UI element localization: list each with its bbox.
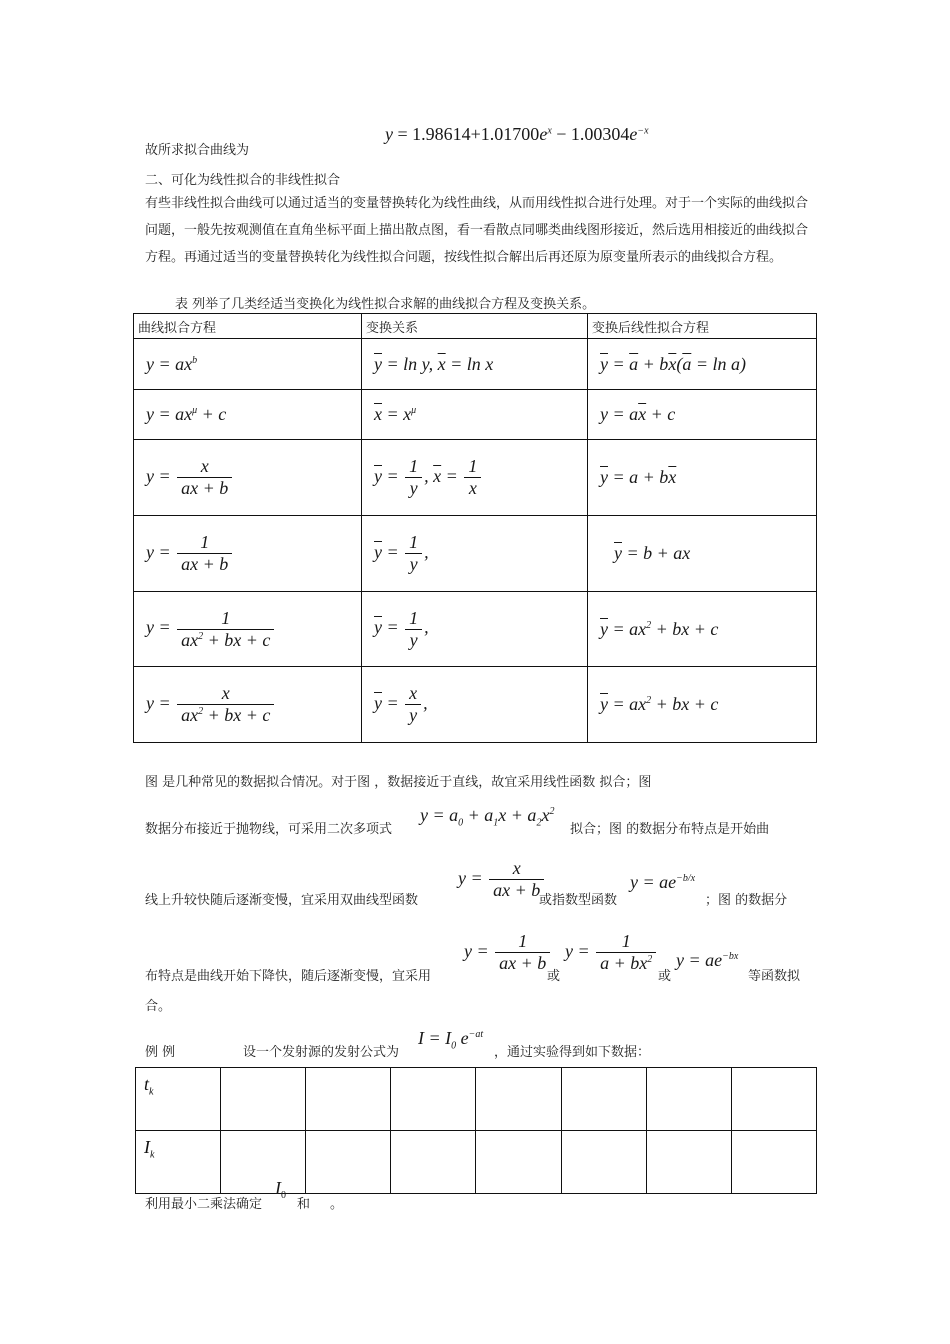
closing-and: 和 bbox=[297, 1197, 311, 1212]
curve-cell: y = $\frac{x}{ax + b}$ bbox=[134, 440, 362, 516]
table-row bbox=[136, 1068, 817, 1131]
transform-cell: $\overline{y}$ = $\frac{x}{y}$ , bbox=[362, 667, 588, 743]
para2-line4a: 布特点是曲线开始下降快，随后逐渐变慢，宜采用 bbox=[145, 969, 432, 984]
para2-line2a: 数据分布接近于抛物线，可采用二次多项式 bbox=[145, 822, 393, 837]
curve-cell: y = $\frac{1}{ax^2 + bx + c}$ bbox=[134, 592, 362, 667]
linear-cell: $\overline{y} = b$ + ax bbox=[588, 516, 817, 592]
t-cell bbox=[221, 1068, 306, 1131]
curve-cell: $y = ax^b$ bbox=[134, 339, 362, 390]
table-caption: 表 列举了几类经适当变换化为线性拟合求解的曲线拟合方程及变换关系。 bbox=[175, 297, 596, 312]
or-1: 或 bbox=[547, 969, 561, 984]
data-table bbox=[135, 1067, 817, 1194]
para2-line1: 图 是几种常见的数据拟合情况。对于图 ，数据接近于直线，故宜采用线性函数 拟合；图 bbox=[145, 775, 652, 790]
i-cell bbox=[561, 1131, 646, 1194]
linear-cell: $\overline{y} = a + b\overline{x}$ bbox=[588, 440, 817, 516]
table-row bbox=[134, 516, 817, 592]
transform-cell: $\overline{x} = x^\mu$ bbox=[362, 390, 588, 440]
t-label: $t_k$ bbox=[136, 1068, 221, 1131]
para2-line3a: 线上升较快随后逐渐变慢，宜采用双曲线型函数 bbox=[145, 893, 419, 908]
fitted-curve-equation: $y = 1.98614+1.01700e^x - 1.00304e^{-x}$ bbox=[385, 124, 649, 144]
closing-variable: $I_0$ bbox=[275, 1178, 286, 1202]
transform-cell: $\overline{y}$ = $\frac{1}{y}$ , $\overline{x}$ = $\frac{1}{x}$ bbox=[362, 440, 588, 516]
para2-line3b: 或指数型函数 bbox=[539, 893, 618, 908]
curve-cell: y = $\frac{1}{ax + b}$ bbox=[134, 516, 362, 592]
t-cell bbox=[476, 1068, 561, 1131]
exponential-function: $y = ae^{-b/x}$ bbox=[630, 872, 696, 892]
i-cell bbox=[306, 1131, 391, 1194]
decay-function-2: y = $\frac{1}{a + bx^2}$ bbox=[565, 931, 658, 974]
table-row bbox=[136, 1131, 817, 1194]
table-row bbox=[134, 339, 817, 390]
table-row bbox=[134, 592, 817, 667]
transform-cell: $\overline{y} = \ln y$, $\overline{x} = \ln x$ bbox=[362, 339, 588, 390]
emission-formula: $I = I_0$ $e^{-at}$ bbox=[418, 1028, 484, 1052]
t-cell bbox=[391, 1068, 476, 1131]
t-cell bbox=[646, 1068, 731, 1131]
example-text: 设一个发射源的发射公式为 bbox=[243, 1045, 400, 1060]
transform-cell: $\overline{y}$ = $\frac{1}{y}$ , bbox=[362, 516, 588, 592]
para2-line2b: 拟合；图 的数据分布特点是开始曲 bbox=[570, 822, 770, 837]
para2-line4b: 等函数拟 bbox=[748, 969, 801, 984]
i-cell bbox=[391, 1131, 476, 1194]
linear-cell: $y = a\overline{x} + c$ bbox=[588, 390, 817, 440]
header-linear: 变换后线性拟合方程 bbox=[588, 314, 817, 339]
linear-cell: $\overline{y} = ax^2$ + bx + c bbox=[588, 667, 817, 743]
table-header-row bbox=[134, 314, 817, 339]
decay-function-1: y = $\frac{1}{ax + b}$ bbox=[464, 931, 552, 974]
hyperbolic-function: y = $\frac{x}{ax + b}$ bbox=[458, 858, 546, 901]
example-suffix: ，通过实验得到如下数据： bbox=[494, 1045, 651, 1060]
closing-end: 。 bbox=[330, 1197, 344, 1212]
section-heading: 二、可化为线性拟合的非线性拟合 bbox=[145, 173, 341, 188]
t-cell bbox=[306, 1068, 391, 1131]
transform-cell: $\overline{y}$ = $\frac{1}{y}$ , bbox=[362, 592, 588, 667]
intro-text: 有些非线性拟合曲线可以通过适当的变量替换转化为线性曲线，从而用线性拟合进行处理。对于一个实际的曲线拟合问题，一般先按观测值在直角坐标平面上描出散点图，看一看散点同哪类曲线图形接近，然后选用相接近的曲线拟合方程。再通过适当的变量替换转化为线性拟合问题，按线性拟合解出后再还原为原变量所表示的曲线拟合方程。 bbox=[145, 196, 809, 265]
conclusion-prefix: 故所求拟合曲线为 bbox=[145, 143, 250, 158]
closing-text: 利用最小二乘法确定 bbox=[145, 1197, 263, 1212]
header-curve: 曲线拟合方程 bbox=[134, 314, 362, 339]
header-transform: 变换关系 bbox=[362, 314, 588, 339]
i-cell bbox=[646, 1131, 731, 1194]
example-label: 例 例 bbox=[145, 1045, 176, 1060]
intro-paragraph bbox=[145, 190, 815, 271]
t-cell bbox=[561, 1068, 646, 1131]
i-cell bbox=[731, 1131, 816, 1194]
i-cell bbox=[221, 1131, 306, 1194]
table-row bbox=[134, 390, 817, 440]
decay-function-3: $y = ae^{-bx}$ bbox=[676, 950, 739, 970]
linear-cell: $\overline{y} = ax^2$ + bx + c bbox=[588, 592, 817, 667]
transform-table bbox=[133, 313, 817, 743]
para2-line3c: ；图 的数据分 bbox=[705, 893, 788, 908]
curve-cell: $y = ax^\mu + c$ bbox=[134, 390, 362, 440]
i-cell bbox=[476, 1131, 561, 1194]
table-row bbox=[134, 440, 817, 516]
para2-line5: 合。 bbox=[145, 999, 172, 1014]
quadratic-polynomial: $y = a_0 + a_1x + a_2x^2$ bbox=[420, 805, 555, 829]
table-row bbox=[134, 667, 817, 743]
linear-cell: $\overline{y} = \overline{a} + b\overline{x}(\overline{a} = \ln a)$ bbox=[588, 339, 817, 390]
curve-cell: y = $\frac{x}{ax^2 + bx + c}$ bbox=[134, 667, 362, 743]
i-label: $I_k$ bbox=[136, 1131, 221, 1194]
or-2: 或 bbox=[658, 969, 672, 984]
t-cell bbox=[731, 1068, 816, 1131]
